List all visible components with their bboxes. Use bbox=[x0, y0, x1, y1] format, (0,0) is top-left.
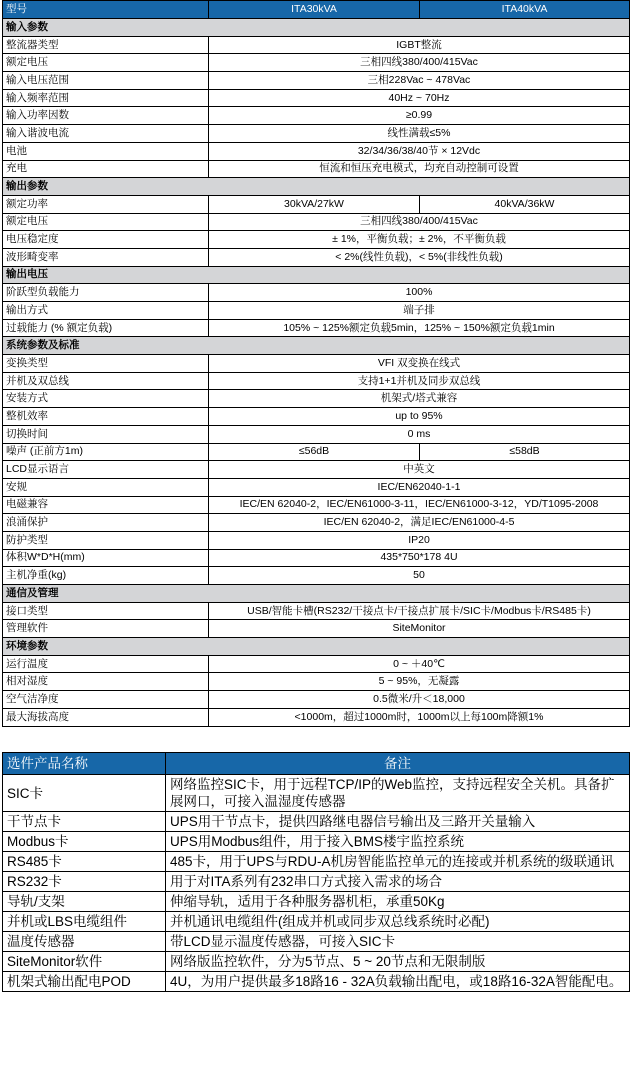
spec-row bbox=[3, 514, 630, 532]
spec-row bbox=[3, 125, 630, 143]
options-table bbox=[2, 752, 630, 992]
spec-value: IEC/EN62040-1-1 bbox=[209, 478, 630, 496]
section-title: 通信及管理 bbox=[3, 585, 630, 603]
option-note: 用于对ITA系列有232串口方式接入需求的场合 bbox=[166, 872, 630, 892]
option-name: 机架式输出配电POD bbox=[3, 972, 166, 992]
option-name: SIC卡 bbox=[3, 775, 166, 812]
option-name: SiteMonitor软件 bbox=[3, 952, 166, 972]
spec-label: 空气洁净度 bbox=[3, 691, 209, 709]
spec-row bbox=[3, 602, 630, 620]
spec-row bbox=[3, 160, 630, 178]
spec-value: 40Hz ~ 70Hz bbox=[209, 89, 630, 107]
spec-row bbox=[3, 142, 630, 160]
spec-value: VFI 双变换在线式 bbox=[209, 355, 630, 373]
spec-label: 变换类型 bbox=[3, 355, 209, 373]
option-note: 并机通讯电缆组件(组成并机或同步双总线系统时必配) bbox=[166, 912, 630, 932]
spec-row bbox=[3, 655, 630, 673]
spec-row bbox=[3, 443, 630, 461]
option-row bbox=[3, 972, 630, 992]
spec-table bbox=[2, 0, 630, 727]
option-note: UPS用Modbus组件，用于接入BMS楼宇监控系统 bbox=[166, 832, 630, 852]
spec-row bbox=[3, 620, 630, 638]
spec-row bbox=[3, 531, 630, 549]
option-row bbox=[3, 872, 630, 892]
spec-label: 体积W*D*H(mm) bbox=[3, 549, 209, 567]
section-title: 输出电压 bbox=[3, 266, 630, 284]
spec-header-row bbox=[3, 1, 630, 19]
spec-value: 50 bbox=[209, 567, 630, 585]
spec-label: 相对湿度 bbox=[3, 673, 209, 691]
option-row bbox=[3, 912, 630, 932]
spec-label: 运行温度 bbox=[3, 655, 209, 673]
spec-value: 100% bbox=[209, 284, 630, 302]
spec-label: 噪声 (正前方1m) bbox=[3, 443, 209, 461]
spec-value: 30kVA/27kW bbox=[209, 195, 420, 213]
spec-value: 线性满载≤5% bbox=[209, 125, 630, 143]
option-row bbox=[3, 932, 630, 952]
spec-row bbox=[3, 72, 630, 90]
options-header-note: 备注 bbox=[166, 753, 630, 775]
spec-row bbox=[3, 461, 630, 479]
spec-row bbox=[3, 248, 630, 266]
spec-value: IEC/EN 62040-2，满足IEC/EN61000-4-5 bbox=[209, 514, 630, 532]
spec-label: 额定功率 bbox=[3, 195, 209, 213]
option-note: 网络版监控软件，分为5节点、5 ~ 20节点和无限制版 bbox=[166, 952, 630, 972]
spec-value: ≥0.99 bbox=[209, 107, 630, 125]
spec-row bbox=[3, 549, 630, 567]
spec-row bbox=[3, 36, 630, 54]
spec-label: 安规 bbox=[3, 478, 209, 496]
spec-row bbox=[3, 408, 630, 426]
option-note: 485卡，用于UPS与RDU-A机房智能监控单元的连接或并机系统的级联通讯 bbox=[166, 852, 630, 872]
spec-header-model: 型号 bbox=[3, 1, 209, 19]
spec-value: 机架式/塔式兼容 bbox=[209, 390, 630, 408]
spec-label: 整流器类型 bbox=[3, 36, 209, 54]
spec-label: 并机及双总线 bbox=[3, 372, 209, 390]
spec-value: up to 95% bbox=[209, 408, 630, 426]
option-row bbox=[3, 812, 630, 832]
spec-value: ± 1%，平衡负载；± 2%，不平衡负载 bbox=[209, 231, 630, 249]
spec-label: 电磁兼容 bbox=[3, 496, 209, 514]
option-name: 导轨/支架 bbox=[3, 892, 166, 912]
spec-value: USB/智能卡槽(RS232/干接点卡/干接点扩展卡/SIC卡/Modbus卡/RS485卡) bbox=[209, 602, 630, 620]
spec-value: 0.5微米/升＜18,000 bbox=[209, 691, 630, 709]
spec-header-40kva: ITA40kVA bbox=[420, 1, 630, 19]
spec-value: 三相228Vac ~ 478Vac bbox=[209, 72, 630, 90]
spec-label: 电压稳定度 bbox=[3, 231, 209, 249]
option-name: 温度传感器 bbox=[3, 932, 166, 952]
spec-label: 防护类型 bbox=[3, 531, 209, 549]
section-header-row bbox=[3, 19, 630, 37]
section-header-row bbox=[3, 337, 630, 355]
spec-value: IEC/EN 62040-2，IEC/EN61000-3-11，IEC/EN61000-3-12，YD/T1095-2008 bbox=[209, 496, 630, 514]
spec-label: 切换时间 bbox=[3, 425, 209, 443]
spec-row bbox=[3, 54, 630, 72]
option-row bbox=[3, 892, 630, 912]
section-header-row bbox=[3, 585, 630, 603]
spec-row bbox=[3, 284, 630, 302]
spec-row bbox=[3, 213, 630, 231]
spec-row bbox=[3, 691, 630, 709]
spec-row bbox=[3, 231, 630, 249]
spec-value: 三相四线380/400/415Vac bbox=[209, 213, 630, 231]
option-name: 干节点卡 bbox=[3, 812, 166, 832]
spec-row bbox=[3, 390, 630, 408]
spec-value: 0 ms bbox=[209, 425, 630, 443]
spec-label: 主机净重(kg) bbox=[3, 567, 209, 585]
section-title: 输入参数 bbox=[3, 19, 630, 37]
spec-row bbox=[3, 355, 630, 373]
spec-label: 输入频率范围 bbox=[3, 89, 209, 107]
option-row bbox=[3, 852, 630, 872]
spec-value: IGBT整流 bbox=[209, 36, 630, 54]
spec-value: ≤56dB bbox=[209, 443, 420, 461]
spec-label: 电池 bbox=[3, 142, 209, 160]
spec-label: 额定电压 bbox=[3, 54, 209, 72]
spec-label: 额定电压 bbox=[3, 213, 209, 231]
spec-row bbox=[3, 195, 630, 213]
spec-label: 波形畸变率 bbox=[3, 248, 209, 266]
section-header-row bbox=[3, 178, 630, 196]
spec-value: 105% ~ 125%额定负载5min，125% ~ 150%额定负载1min bbox=[209, 319, 630, 337]
spec-value: SiteMonitor bbox=[209, 620, 630, 638]
spec-row bbox=[3, 673, 630, 691]
spec-label: 输入电压范围 bbox=[3, 72, 209, 90]
spec-row bbox=[3, 567, 630, 585]
option-row bbox=[3, 775, 630, 812]
spec-label: 充电 bbox=[3, 160, 209, 178]
spec-label: LCD显示语言 bbox=[3, 461, 209, 479]
spec-value: < 2%(线性负载)，< 5%(非线性负载) bbox=[209, 248, 630, 266]
spec-value: 支持1+1并机及同步双总线 bbox=[209, 372, 630, 390]
spec-value: 中英文 bbox=[209, 461, 630, 479]
option-note: UPS用干节点卡，提供四路继电器信号输出及三路开关量输入 bbox=[166, 812, 630, 832]
spec-label: 安装方式 bbox=[3, 390, 209, 408]
spec-label: 阶跃型负载能力 bbox=[3, 284, 209, 302]
spec-row bbox=[3, 319, 630, 337]
option-name: Modbus卡 bbox=[3, 832, 166, 852]
spec-value: 435*750*178 4U bbox=[209, 549, 630, 567]
spec-value: ≤58dB bbox=[420, 443, 630, 461]
spec-label: 过载能力 (% 额定负载) bbox=[3, 319, 209, 337]
spec-row bbox=[3, 425, 630, 443]
spec-value: 0 ~ ＋40℃ bbox=[209, 655, 630, 673]
option-name: 并机或LBS电缆组件 bbox=[3, 912, 166, 932]
spec-label: 输入功率因数 bbox=[3, 107, 209, 125]
options-header-name: 选件产品名称 bbox=[3, 753, 166, 775]
option-name: RS232卡 bbox=[3, 872, 166, 892]
spec-row bbox=[3, 708, 630, 726]
section-header-row bbox=[3, 266, 630, 284]
spec-row bbox=[3, 302, 630, 320]
option-note: 伸缩导轨，适用于各种服务器机柜，承重50Kg bbox=[166, 892, 630, 912]
spec-header-30kva: ITA30kVA bbox=[209, 1, 420, 19]
section-header-row bbox=[3, 638, 630, 656]
spec-value: 三相四线380/400/415Vac bbox=[209, 54, 630, 72]
option-row bbox=[3, 952, 630, 972]
option-row bbox=[3, 832, 630, 852]
spec-value: 端子排 bbox=[209, 302, 630, 320]
option-note: 4U，为用户提供最多18路16 - 32A负载输出配电，或18路16-32A智能配电。 bbox=[166, 972, 630, 992]
section-title: 系统参数及标准 bbox=[3, 337, 630, 355]
option-note: 网络监控SIC卡，用于远程TCP/IP的Web监控，支持远程安全关机。具备扩展网口，可接入温湿度传感器 bbox=[166, 775, 630, 812]
spec-row bbox=[3, 478, 630, 496]
section-title: 环境参数 bbox=[3, 638, 630, 656]
spec-value: 恒流和恒压充电模式，均充自动控制可设置 bbox=[209, 160, 630, 178]
spec-table-body bbox=[3, 1, 630, 727]
options-header-row bbox=[3, 753, 630, 775]
spec-label: 接口类型 bbox=[3, 602, 209, 620]
spec-label: 管理软件 bbox=[3, 620, 209, 638]
spec-row bbox=[3, 372, 630, 390]
spec-label: 整机效率 bbox=[3, 408, 209, 426]
spec-value: 32/34/36/38/40节 × 12Vdc bbox=[209, 142, 630, 160]
options-table-body bbox=[3, 753, 630, 992]
spec-value: 5 ~ 95%，无凝露 bbox=[209, 673, 630, 691]
spec-label: 最大海拔高度 bbox=[3, 708, 209, 726]
option-note: 带LCD显示温度传感器，可接入SIC卡 bbox=[166, 932, 630, 952]
section-title: 输出参数 bbox=[3, 178, 630, 196]
spec-row bbox=[3, 107, 630, 125]
spec-row bbox=[3, 496, 630, 514]
option-name: RS485卡 bbox=[3, 852, 166, 872]
spec-label: 输出方式 bbox=[3, 302, 209, 320]
spec-value: 40kVA/36kW bbox=[420, 195, 630, 213]
spec-label: 输入谐波电流 bbox=[3, 125, 209, 143]
spec-row bbox=[3, 89, 630, 107]
spec-label: 浪涌保护 bbox=[3, 514, 209, 532]
spec-value: IP20 bbox=[209, 531, 630, 549]
spec-value: <1000m，超过1000m时，1000m以上每100m降额1% bbox=[209, 708, 630, 726]
